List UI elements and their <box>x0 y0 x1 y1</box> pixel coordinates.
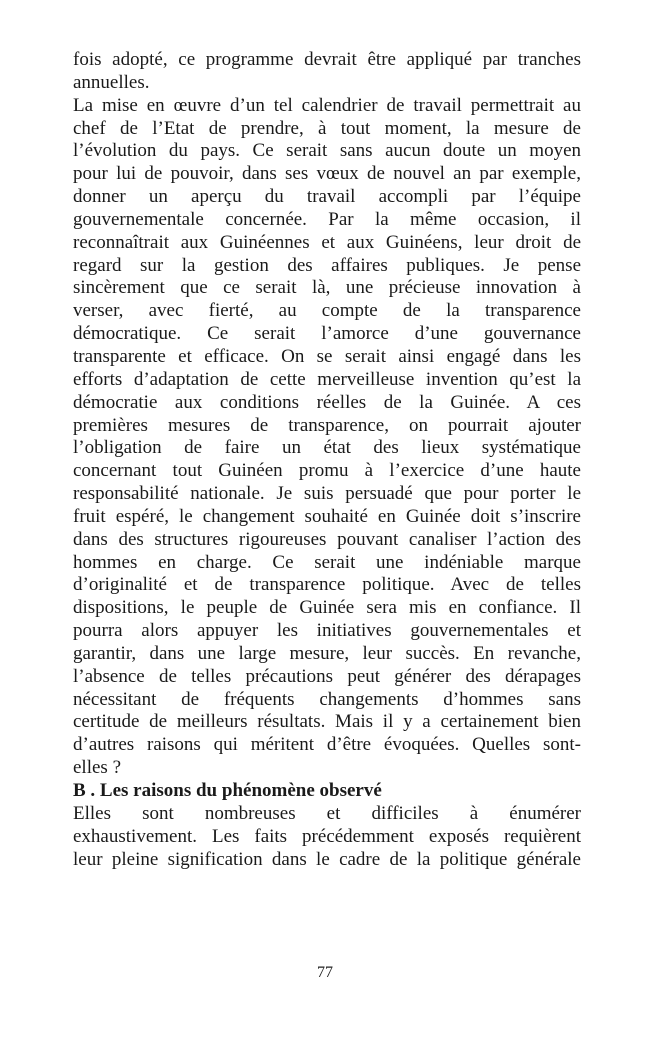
text-line: regard sur la gestion des affaires publiques. Je pense <box>73 254 581 276</box>
text-line: gouvernementale concernée. Par la même occasion, il <box>73 208 581 230</box>
text-line: pour lui de pouvoir, dans ses vœux de nouvel an par exemple, <box>73 163 581 185</box>
page-number: 77 <box>317 964 333 981</box>
text-line: donner un aperçu du travail accompli par l’équipe <box>73 186 581 208</box>
text-line: démocratie aux conditions réelles de la Guinée. A ces <box>73 391 581 413</box>
text-line: reconnaîtrait aux Guinéennes et aux Guinéens, leur droit de <box>73 231 581 253</box>
text-line: l’absence de telles précautions peut générer des dérapages <box>73 665 581 687</box>
text-line: leur pleine signification dans le cadre de la politique générale <box>73 848 581 870</box>
page-body-text <box>73 49 581 871</box>
text-line: chef de l’Etat de prendre, à tout moment, la mesure de <box>73 117 581 139</box>
text-line: démocratique. Ce serait l’amorce d’une gouvernance <box>73 323 581 345</box>
text-line: annuelles. <box>73 71 150 93</box>
text-line: transparente et efficace. On se serait ainsi engagé dans les <box>73 345 581 367</box>
text-line: dans des structures rigoureuses pouvant canaliser l’action des <box>73 528 581 550</box>
text-line: fois adopté, ce programme devrait être appliqué par tranches <box>73 49 581 70</box>
text-line: d’autres raisons qui méritent d’être évoquées. Quelles sont- <box>73 734 581 756</box>
text-line: l’évolution du pays. Ce serait sans aucun doute un moyen <box>73 140 581 162</box>
text-line: concernant tout Guinéen promu à l’exercice d’une haute <box>73 460 581 482</box>
text-line: l’obligation de faire un état des lieux systématique <box>73 437 581 459</box>
text-line: La mise en œuvre d’un tel calendrier de travail permettrait au <box>73 94 581 116</box>
text-line: exhaustivement. Les faits précédemment exposés requièrent <box>73 825 581 847</box>
text-line: nécessitant de fréquents changements d’hommes sans <box>73 688 581 710</box>
text-line: hommes en charge. Ce serait une indéniable marque <box>73 551 581 573</box>
text-line: certitude de meilleurs résultats. Mais il y a certainement bien <box>73 711 581 733</box>
section-heading: B . Les raisons du phénomène observé <box>73 780 382 801</box>
text-line: verser, avec fierté, au compte de la transparence <box>73 300 581 322</box>
text-line: responsabilité nationale. Je suis persuadé que pour porter le <box>73 483 581 505</box>
text-line: premières mesures de transparence, on pourrait ajouter <box>73 414 581 436</box>
text-line: elles ? <box>73 757 122 779</box>
text-line: dispositions, le peuple de Guinée sera mis en confiance. Il <box>73 597 581 619</box>
text-line: sincèrement que ce serait là, une précieuse innovation à <box>73 277 581 299</box>
text-line: d’originalité et de transparence politique. Avec de telles <box>73 574 581 596</box>
text-line: efforts d’adaptation de cette merveilleuse invention qu’est la <box>73 368 581 390</box>
text-line: Elles sont nombreuses et difficiles à énumérer <box>73 802 581 824</box>
text-line: garantir, dans une large mesure, leur succès. En revanche, <box>73 642 581 664</box>
text-line: pourra alors appuyer les initiatives gouvernementales et <box>73 620 581 642</box>
text-line: fruit espéré, le changement souhaité en Guinée doit s’inscrire <box>73 505 581 527</box>
